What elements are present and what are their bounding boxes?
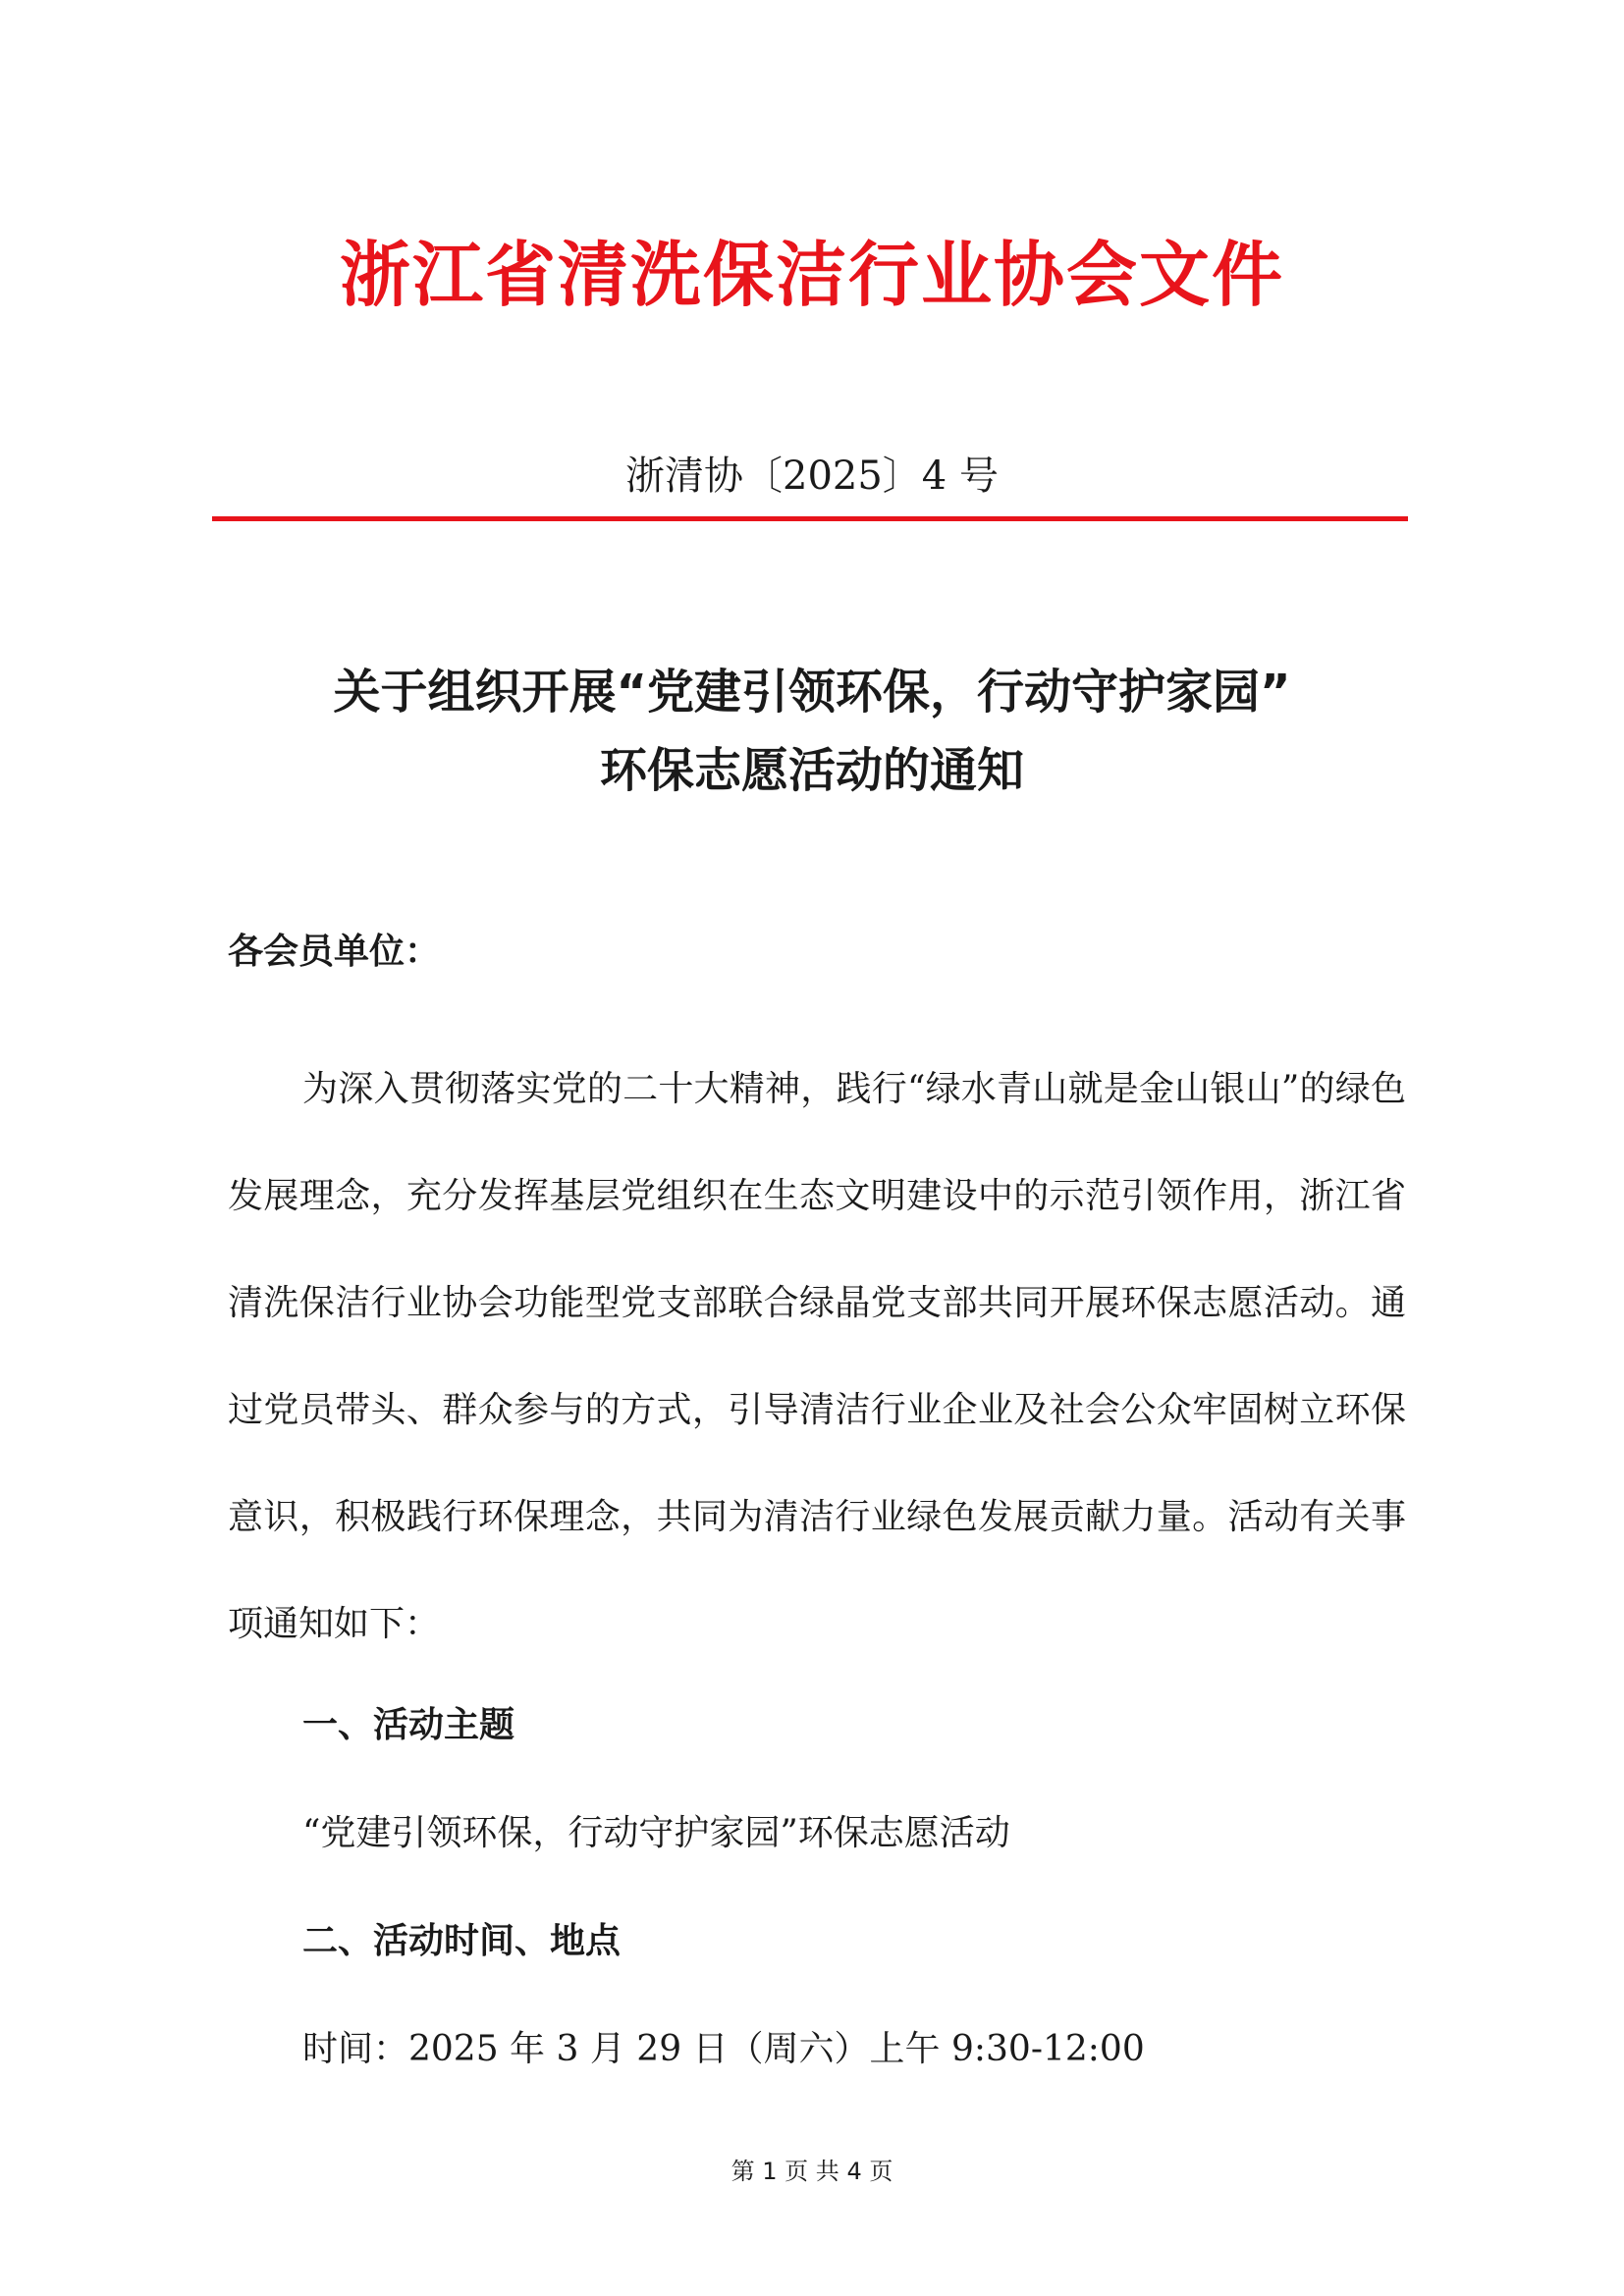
document-number: 浙清协〔2025〕4 号: [625, 454, 999, 499]
section-text-time: 时间：2025 年 3 月 29 日（周六）上午 9:30-12:00: [302, 2029, 1145, 2069]
notice-title-line-2: 环保志愿活动的通知: [599, 743, 1024, 798]
red-divider-rule: [212, 516, 1408, 521]
salutation: 各会员单位：: [228, 932, 441, 972]
intro-paragraph: 为深入贯彻落实党的二十大精神，践行“绿水青山就是金山银山”的绿色发展理念，充分发挥基层党组织在生态文明建设中的示范引领作用，浙江省清洗保洁行业协会功能型党支部联合绿晶党支部共同开展环保志愿活动。通过党员带头、群众参与的方式，引导清洁行业企业及社会公众牢固树立环保意识，积极践行环保理念，共同为清洁行业绿色发展贡献力量。活动有关事项通知如下：: [228, 1069, 1406, 1644]
notice-title: [0, 653, 1624, 810]
org-file-header: 浙江省清洗保洁行业协会文件: [339, 233, 1284, 316]
section-heading-time-place: 二、活动时间、地点: [302, 1921, 622, 1961]
section-heading-theme: 一、活动主题: [302, 1705, 515, 1745]
page-footer: 第 1 页 共 4 页: [731, 2158, 893, 2185]
notice-title-line-1: 关于组织开展“党建引领环保，行动守护家园”: [333, 665, 1291, 720]
section-text-theme: “党建引领环保，行动守护家园”环保志愿活动: [302, 1813, 1010, 1853]
